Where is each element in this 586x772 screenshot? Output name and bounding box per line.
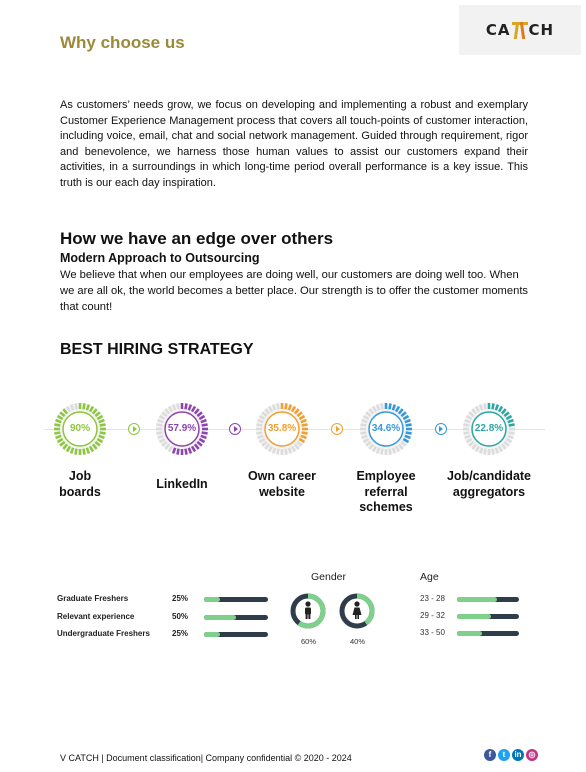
logo-wordmark <box>486 21 554 39</box>
female-icon <box>353 601 362 619</box>
hiring-label <box>338 469 434 516</box>
hiring-label-line: boards <box>59 484 101 499</box>
arrow-right-icon <box>128 423 140 435</box>
logo-mark-icon <box>512 22 528 39</box>
hiring-label-line: referral <box>364 484 408 499</box>
linkedin-icon[interactable]: in <box>512 749 524 761</box>
female-icon-leg <box>357 615 359 620</box>
male-icon <box>305 601 311 619</box>
age-range-label: 23 - 28 <box>420 594 445 603</box>
logo-text-left: CA <box>485 21 511 39</box>
age-bar <box>457 631 519 636</box>
age-bar-fill <box>457 597 497 602</box>
male-icon-leg <box>306 613 308 619</box>
hiring-stat-circle <box>52 401 108 457</box>
male-icon-leg <box>308 613 310 619</box>
experience-percent: 25% <box>172 629 189 638</box>
age-heading: Age <box>420 571 439 583</box>
experience-bar-fill <box>204 597 220 602</box>
hiring-percent: 35.8% <box>267 423 297 434</box>
instagram-icon[interactable]: ◎ <box>526 749 538 761</box>
modern-approach-subheading: Modern Approach to Outsourcing <box>60 251 260 265</box>
gender-percent: 60% <box>301 637 317 646</box>
age-range-label: 33 - 50 <box>420 628 445 637</box>
experience-bar <box>204 615 268 620</box>
hiring-stat-circle <box>358 401 414 457</box>
experience-bar <box>204 597 268 602</box>
footer-text: V CATCH | Document classification| Company confidential © 2020 - 2024 <box>60 753 352 763</box>
age-range-label: 29 - 32 <box>420 611 445 620</box>
hiring-strategy-heading: BEST HIRING STRATEGY <box>60 341 254 358</box>
experience-bar-fill <box>204 615 236 620</box>
why-choose-us-heading: Why choose us <box>60 33 185 52</box>
hiring-stat-circle <box>154 401 210 457</box>
hiring-label <box>234 469 330 500</box>
experience-percent: 50% <box>172 612 189 621</box>
gender-heading: Gender <box>311 571 347 583</box>
logo-text-right: CH <box>528 21 555 39</box>
why-choose-us-paragraph: As customers’ needs grow, we focus on developing and implementing a robust and exemplary Customer Experience Management process that covers all touch-points of customer interaction, including voice, email, chat and social network management. Guided through requirement, rigor and benevolence, we harness those human values to assist our customers expand their activities, in a surroundings in which long-time period overall performance is a key issue. This truth is our each day inspiration. <box>60 99 528 189</box>
twitter-icon[interactable]: t <box>498 749 510 761</box>
experience-bar-fill <box>204 632 220 637</box>
edge-heading: How we have an edge over others <box>60 229 334 248</box>
hiring-label-line: schemes <box>359 500 413 514</box>
female-icon-leg <box>355 615 357 620</box>
hiring-stat-circle <box>461 401 517 457</box>
hiring-label-line: Job <box>68 469 92 483</box>
hiring-label <box>134 477 230 493</box>
hiring-label-line: aggregators <box>452 484 526 499</box>
hiring-percent: 34.6% <box>371 423 401 434</box>
arrow-right-icon <box>229 423 241 435</box>
gender-ring-svg <box>339 593 375 629</box>
female-icon-head <box>354 601 359 606</box>
male-icon-head <box>305 601 310 606</box>
age-bar <box>457 614 519 619</box>
hiring-percent: 22.8% <box>474 423 504 434</box>
facebook-icon[interactable]: f <box>484 749 496 761</box>
hiring-label-line: website <box>259 484 305 499</box>
hiring-label-line: Employee <box>356 469 416 483</box>
female-icon-dress <box>353 608 362 616</box>
gender-ring <box>339 593 375 629</box>
edge-paragraph: We believe that when our employees are doing well, our customers are doing well too. When we are all ok, the world becomes a better place. Our strength is to offer the customer moments that count! <box>60 269 529 313</box>
age-bar <box>457 597 519 602</box>
hiring-percent: 57.9% <box>167 423 197 434</box>
hiring-label <box>32 469 128 500</box>
experience-label: Relevant experience <box>57 612 135 621</box>
hiring-label-line: LinkedIn <box>156 477 208 491</box>
experience-label: Undergraduate Freshers <box>57 629 150 638</box>
company-logo <box>459 5 581 55</box>
hiring-label <box>441 469 537 500</box>
experience-label: Graduate Freshers <box>57 594 129 603</box>
age-bar-fill <box>457 614 491 619</box>
hiring-label-line: Job/candidate <box>446 469 532 483</box>
hiring-label-line: Own career <box>247 469 317 483</box>
age-bar-fill <box>457 631 482 636</box>
experience-bar <box>204 632 268 637</box>
arrow-right-icon <box>331 423 343 435</box>
gender-ring <box>290 593 326 629</box>
hiring-percent: 90% <box>69 423 90 434</box>
hiring-stat-circle <box>254 401 310 457</box>
gender-ring-svg <box>290 593 326 629</box>
experience-percent: 25% <box>172 594 189 603</box>
arrow-right-icon <box>435 423 447 435</box>
gender-percent: 40% <box>350 637 366 646</box>
